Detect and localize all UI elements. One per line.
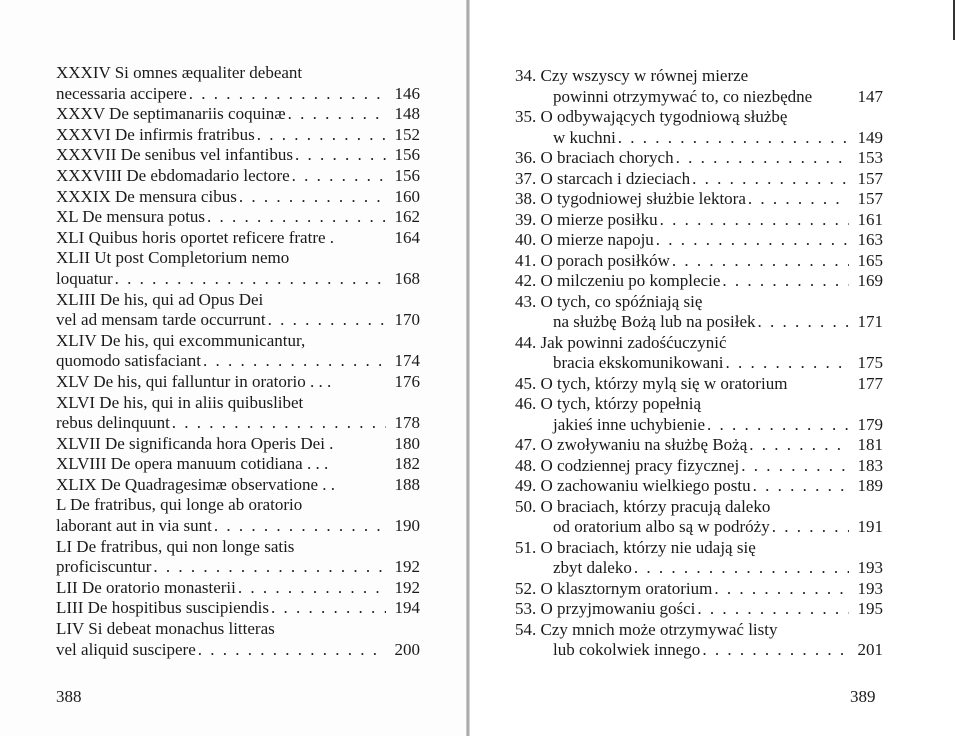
toc-entry <box>56 104 420 125</box>
toc-page-number: 195 <box>857 599 883 618</box>
toc-entry <box>515 353 883 374</box>
toc-entry-title: od oratorium albo są w podróży <box>553 517 770 536</box>
dot-leader <box>198 640 386 661</box>
toc-entry-title: zbyt daleko <box>553 558 632 577</box>
toc-entry-title: 48. O codziennej pracy fizycznej <box>515 455 740 475</box>
toc-entry-title: XXXIV Si omnes æqualiter debeant <box>56 63 303 82</box>
toc-entry-title: XXXVII De senibus vel infantibus <box>56 145 294 165</box>
toc-entry-title: XXXV De septimanariis coquinæ <box>56 104 286 124</box>
toc-entry <box>56 372 420 393</box>
toc-page-number: 183 <box>857 455 883 475</box>
page-number-right: 389 <box>850 687 876 706</box>
polish-table-of-contents <box>515 66 883 661</box>
page-number-left: 388 <box>56 687 82 706</box>
toc-entry <box>56 413 420 434</box>
dot-leader <box>692 169 849 190</box>
toc-entry <box>56 495 420 516</box>
toc-entry-title: LIV Si debeat monachus litteras <box>56 619 275 639</box>
toc-page-number: 169 <box>857 271 883 290</box>
toc-entry-title: 54. Czy mnich może otrzymywać listy <box>515 619 778 639</box>
dot-leader <box>660 210 849 231</box>
toc-entry <box>515 66 883 87</box>
dot-leader <box>758 312 849 333</box>
toc-entry-title: proficiscuntur <box>56 557 152 577</box>
dot-leader <box>268 310 386 331</box>
toc-entry <box>56 351 420 372</box>
toc-page-number: 193 <box>857 578 883 598</box>
dot-leader <box>702 640 849 661</box>
toc-entry-title: 37. O starcach i dzieciach <box>515 168 691 188</box>
toc-entry <box>515 169 883 190</box>
dot-leader <box>634 558 849 579</box>
toc-entry-title: quomodo satisfaciant <box>56 351 201 371</box>
toc-entry-title: 47. O zwoływaniu na służbę Bożą <box>515 435 748 454</box>
toc-entry-title: 42. O milczeniu po komplecie <box>515 271 721 290</box>
toc-entry-title: XLV De his, qui falluntur in oratorio . . . <box>56 371 332 391</box>
toc-page-number: 149 <box>857 127 883 147</box>
toc-page-number: 180 <box>394 433 420 453</box>
toc-entry-title: na służbę Bożą lub na posiłek <box>553 312 756 331</box>
toc-entry <box>56 640 420 661</box>
toc-entry-title: 38. O tygodniowej służbie lektora <box>515 189 746 208</box>
toc-page-number: 190 <box>394 516 420 536</box>
toc-entry-title: 46. O tych, którzy popełnią <box>515 394 702 413</box>
toc-entry <box>56 434 420 455</box>
toc-entry-title: vel aliquid suscipere <box>56 639 196 659</box>
toc-page-number: 182 <box>394 454 420 474</box>
toc-entry-title: 39. O mierze posiłku <box>515 209 658 229</box>
toc-entry <box>56 578 420 599</box>
dot-leader <box>676 148 849 169</box>
dot-leader <box>707 415 849 436</box>
toc-entry-title: powinni otrzymywać to, co niezbędne <box>553 86 813 106</box>
dot-leader <box>725 353 849 374</box>
toc-entry <box>56 84 420 105</box>
toc-entry <box>56 125 420 146</box>
toc-entry-title: LIII De hospitibus suscipiendis <box>56 598 269 618</box>
toc-entry-title: 53. O przyjmowaniu gości <box>515 599 696 618</box>
toc-entry-title: 50. O braciach, którzy pracują daleko <box>515 496 771 516</box>
toc-entry-title: 45. O tych, którzy mylą się w oratorium <box>515 373 788 393</box>
dot-leader <box>748 189 849 210</box>
toc-entry-title: laborant aut in via sunt <box>56 516 212 536</box>
toc-entry <box>515 456 883 477</box>
toc-entry-title: XL De mensura potus <box>56 207 206 227</box>
dot-leader <box>749 435 849 456</box>
toc-entry-title: XLVII De significanda hora Operis Dei . <box>56 433 334 453</box>
toc-page-number: 160 <box>394 186 420 206</box>
toc-entry-title: XLII Ut post Completorium nemo <box>56 248 290 268</box>
toc-entry-title: L De fratribus, qui longe ab oratorio <box>56 495 303 515</box>
toc-page-number: 192 <box>394 557 420 577</box>
toc-entry <box>56 207 420 228</box>
toc-page-number: 153 <box>857 148 883 167</box>
toc-entry <box>56 454 420 475</box>
toc-entry <box>56 537 420 558</box>
toc-entry <box>56 475 420 496</box>
dot-leader <box>714 579 849 600</box>
toc-page-number: 156 <box>394 145 420 165</box>
toc-page-number: 168 <box>394 268 420 288</box>
toc-entry <box>515 558 883 579</box>
toc-entry <box>515 292 883 313</box>
toc-entry <box>515 271 883 292</box>
toc-entry-title: XXXVIII De ebdomadario lectore <box>56 165 290 185</box>
dot-leader <box>238 578 386 599</box>
toc-entry-title: 35. O odbywających tygodniową służbę <box>515 107 788 126</box>
toc-entry <box>515 87 883 108</box>
toc-entry-title: 52. O klasztornym oratorium <box>515 578 713 598</box>
toc-entry-title: jakieś inne uchybienie <box>553 414 706 434</box>
toc-entry-title: XLIV De his, qui excommunicantur, <box>56 330 306 350</box>
toc-entry-title: 41. O porach posiłków <box>515 250 670 270</box>
toc-page-number: 152 <box>394 124 420 144</box>
toc-entry-title: 40. O mierze napoju <box>515 230 654 249</box>
dot-leader <box>772 517 849 538</box>
dot-leader <box>189 84 386 105</box>
toc-entry <box>515 374 883 395</box>
toc-entry-title: 51. O braciach, którzy nie udają się <box>515 537 756 557</box>
toc-entry <box>515 435 883 456</box>
dot-leader <box>753 476 849 497</box>
toc-entry <box>515 189 883 210</box>
dot-leader <box>656 230 849 251</box>
toc-entry <box>56 290 420 311</box>
toc-entry <box>56 63 420 84</box>
page-edge-mark <box>953 0 955 40</box>
toc-entry <box>56 598 420 619</box>
toc-entry-title: XLIX De Quadragesimæ observatione . . <box>56 474 336 494</box>
toc-entry <box>56 331 420 352</box>
toc-entry-title: rebus delinquunt <box>56 413 170 433</box>
toc-entry <box>515 538 883 559</box>
dot-leader <box>741 456 849 477</box>
toc-page-number: 163 <box>857 230 883 249</box>
toc-entry <box>56 269 420 290</box>
book-gutter <box>466 0 470 736</box>
toc-page-number: 147 <box>857 86 883 106</box>
dot-leader <box>697 599 849 620</box>
toc-page-number: 200 <box>394 639 420 659</box>
toc-entry-title: 36. O braciach chorych <box>515 148 674 167</box>
dot-leader <box>207 207 386 228</box>
toc-page-number: 161 <box>857 209 883 229</box>
toc-page-number: 157 <box>857 189 883 208</box>
toc-page-number: 179 <box>857 414 883 434</box>
dot-leader <box>722 271 849 292</box>
toc-page-number: 194 <box>394 598 420 618</box>
toc-entry <box>515 640 883 661</box>
toc-entry <box>56 393 420 414</box>
toc-entry <box>515 230 883 251</box>
toc-entry-title: LII De oratorio monasterii <box>56 577 236 597</box>
toc-page-number: 156 <box>394 165 420 185</box>
toc-entry-title: XXXIX De mensura cibus <box>56 186 237 206</box>
toc-page-number: 165 <box>857 250 883 270</box>
dot-leader <box>295 145 386 166</box>
toc-page-number: 175 <box>857 353 883 372</box>
toc-entry-title: 44. Jak powinni zadośćuczynić <box>515 332 727 352</box>
toc-entry <box>515 251 883 272</box>
toc-entry-title: loquatur <box>56 268 113 288</box>
toc-entry <box>515 579 883 600</box>
toc-entry-title: XLVI De his, qui in aliis quibuslibet <box>56 392 304 412</box>
toc-entry-title: XXXVI De infirmis fratribus <box>56 124 255 144</box>
toc-page-number: 176 <box>394 371 420 391</box>
toc-entry-title: w kuchni <box>553 127 616 147</box>
toc-page-number: 189 <box>857 476 883 495</box>
toc-entry <box>56 619 420 640</box>
toc-entry-title: 43. O tych, co spóźniają się <box>515 291 703 311</box>
toc-entry-title: LI De fratribus, qui non longe satis <box>56 536 295 556</box>
toc-entry <box>515 107 883 128</box>
dot-leader <box>292 166 386 187</box>
toc-page-number: 146 <box>394 83 420 103</box>
toc-entry <box>56 228 420 249</box>
toc-entry <box>515 476 883 497</box>
dot-leader <box>239 187 386 208</box>
toc-page-number: 148 <box>394 104 420 124</box>
toc-entry <box>515 415 883 436</box>
toc-entry-title: 49. O zachowaniu wielkiego postu <box>515 476 751 495</box>
toc-entry-title: XLVIII De opera manuum cotidiana . . . <box>56 454 329 474</box>
toc-entry <box>56 310 420 331</box>
toc-entry <box>515 497 883 518</box>
toc-entry <box>515 210 883 231</box>
toc-entry-title: XLI Quibus horis oportet reficere fratre . <box>56 227 335 247</box>
toc-page-number: 201 <box>857 640 883 659</box>
dot-leader <box>672 251 849 272</box>
toc-entry <box>515 394 883 415</box>
toc-page-number: 191 <box>857 517 883 536</box>
toc-page-number: 157 <box>857 168 883 188</box>
toc-page-number: 170 <box>394 310 420 330</box>
toc-entry <box>515 599 883 620</box>
toc-page-number: 192 <box>394 577 420 597</box>
toc-entry <box>515 333 883 354</box>
toc-entry <box>56 166 420 187</box>
dot-leader <box>115 269 386 290</box>
toc-entry <box>515 620 883 641</box>
toc-page-number: 174 <box>394 351 420 371</box>
dot-leader <box>257 125 386 146</box>
toc-page-number: 188 <box>394 474 420 494</box>
toc-page-number: 162 <box>394 207 420 227</box>
dot-leader <box>153 557 386 578</box>
toc-entry <box>515 312 883 333</box>
toc-entry <box>515 148 883 169</box>
toc-entry-title: lub cokolwiek innego <box>553 640 701 659</box>
toc-page-number: 181 <box>857 435 883 454</box>
dot-leader <box>618 128 849 149</box>
toc-page-number: 193 <box>857 558 883 577</box>
toc-entry <box>56 248 420 269</box>
toc-entry-title: 34. Czy wszyscy w równej mierze <box>515 66 749 85</box>
toc-entry <box>56 187 420 208</box>
toc-entry <box>56 516 420 537</box>
dot-leader <box>172 413 386 434</box>
toc-entry-title: necessaria accipere <box>56 83 187 103</box>
latin-table-of-contents <box>56 63 420 660</box>
dot-leader <box>288 104 386 125</box>
toc-entry <box>56 145 420 166</box>
dot-leader <box>271 598 386 619</box>
toc-page-number: 178 <box>394 413 420 433</box>
toc-page-number: 164 <box>394 227 420 247</box>
toc-entry-title: XLIII De his, qui ad Opus Dei <box>56 289 264 309</box>
toc-entry <box>56 557 420 578</box>
dot-leader <box>214 516 386 537</box>
toc-entry-title: vel ad mensam tarde occurrunt <box>56 310 266 330</box>
toc-entry <box>515 128 883 149</box>
dot-leader <box>203 351 386 372</box>
toc-page-number: 171 <box>857 312 883 331</box>
toc-entry-title: bracia ekskomunikowani <box>553 353 724 372</box>
toc-page-number: 177 <box>857 373 883 393</box>
toc-entry <box>515 517 883 538</box>
